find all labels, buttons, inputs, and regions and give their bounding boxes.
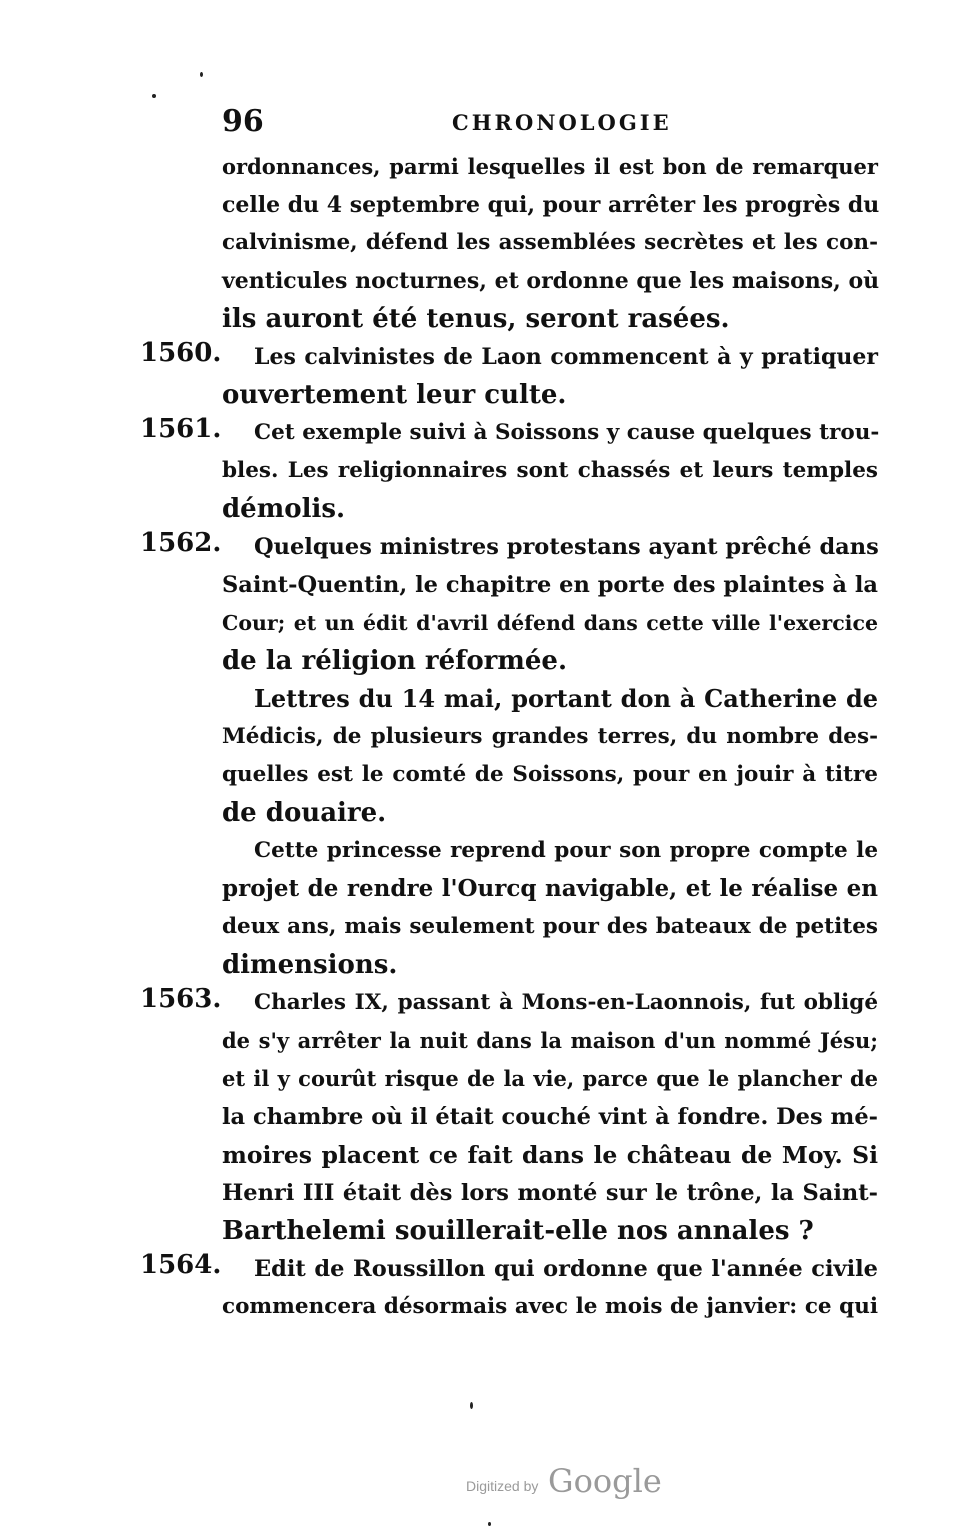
text-line: bles. Les religionnaires sont chassés et leurs temples <box>222 458 878 483</box>
scan-speck <box>470 1402 473 1409</box>
page-header <box>222 104 878 144</box>
digitization-watermark <box>466 1462 706 1502</box>
text-line: et il y courût risque de la vie, parce que le plancher de <box>222 1066 878 1091</box>
scan-speck <box>200 72 203 77</box>
text-line: Henri III était dès lors monté sur le trône, la Saint- <box>222 1180 878 1206</box>
text-line: ordonnances, parmi lesquelles il est bon de remarquer <box>222 154 878 179</box>
text-line: Cette princesse reprend pour son propre compte le <box>254 838 878 863</box>
google-logo: Google <box>548 1462 662 1500</box>
text-line: Barthelemi souillerait-elle nos annales ? <box>222 1216 814 1246</box>
text-line: démolis. <box>222 494 346 524</box>
text-line: celle du 4 septembre qui, pour arrêter les progrès du <box>222 192 880 218</box>
text-line: ouvertement leur culte. <box>222 380 567 410</box>
year-marker: 1564. <box>140 1250 222 1280</box>
text-line: la chambre où il était couché vint à fondre. Des mé- <box>222 1104 878 1130</box>
text-line: Quelques ministres protestans ayant prêché dans <box>254 534 879 560</box>
text-line: dimensions. <box>222 950 398 980</box>
text-line: Médicis, de plusieurs grandes terres, du nombre des- <box>222 724 878 749</box>
year-marker: 1562. <box>140 528 222 558</box>
year-marker: 1560. <box>140 338 222 368</box>
text-line: Les calvinistes de Laon commencent à y pratiquer <box>254 344 878 370</box>
year-marker: 1563. <box>140 984 222 1014</box>
text-line: ils auront été tenus, seront rasées. <box>222 304 730 334</box>
text-line: Edit de Roussillon qui ordonne que l'année civile <box>254 1256 878 1282</box>
text-line: calvinisme, défend les assemblées secrètes et les con- <box>222 230 878 255</box>
text-line: commencera désormais avec le mois de janvier: ce qui <box>222 1294 878 1319</box>
text-line: de s'y arrêter la nuit dans la maison d'un nommé Jésu; <box>222 1028 878 1053</box>
text-line: venticules nocturnes, et ordonne que les maisons, où <box>222 268 880 294</box>
text-line: Saint-Quentin, le chapitre en porte des plaintes à la <box>222 572 878 598</box>
page-body-text <box>140 148 880 1326</box>
scan-speck <box>488 1522 491 1526</box>
scan-speck <box>152 94 156 98</box>
text-line: Cet exemple suivi à Soissons y cause quelques trou- <box>254 420 880 445</box>
text-line: Charles IX, passant à Mons-en-Laonnois, fut obligé <box>254 990 878 1015</box>
text-line: quelles est le comté de Soissons, pour en jouir à titre <box>222 762 878 787</box>
text-line: de douaire. <box>222 798 387 828</box>
year-marker: 1561. <box>140 414 222 444</box>
text-line: projet de rendre l'Ourcq navigable, et le réalise en <box>222 875 878 902</box>
text-line: Cour; et un édit d'avril défend dans cette ville l'exercice <box>222 611 878 635</box>
text-line: moires placent ce fait dans le château de Moy. Si <box>222 1141 878 1169</box>
running-title: CHRONOLOGIE <box>452 110 672 135</box>
text-line: deux ans, mais seulement pour des bateaux de petites <box>222 914 878 939</box>
text-line: Lettres du 14 mai, portant don à Catherine de <box>254 684 878 713</box>
digitized-by-label: Digitized by <box>466 1478 539 1494</box>
page-number: 96 <box>222 104 264 139</box>
text-line: de la réligion réformée. <box>222 646 568 676</box>
